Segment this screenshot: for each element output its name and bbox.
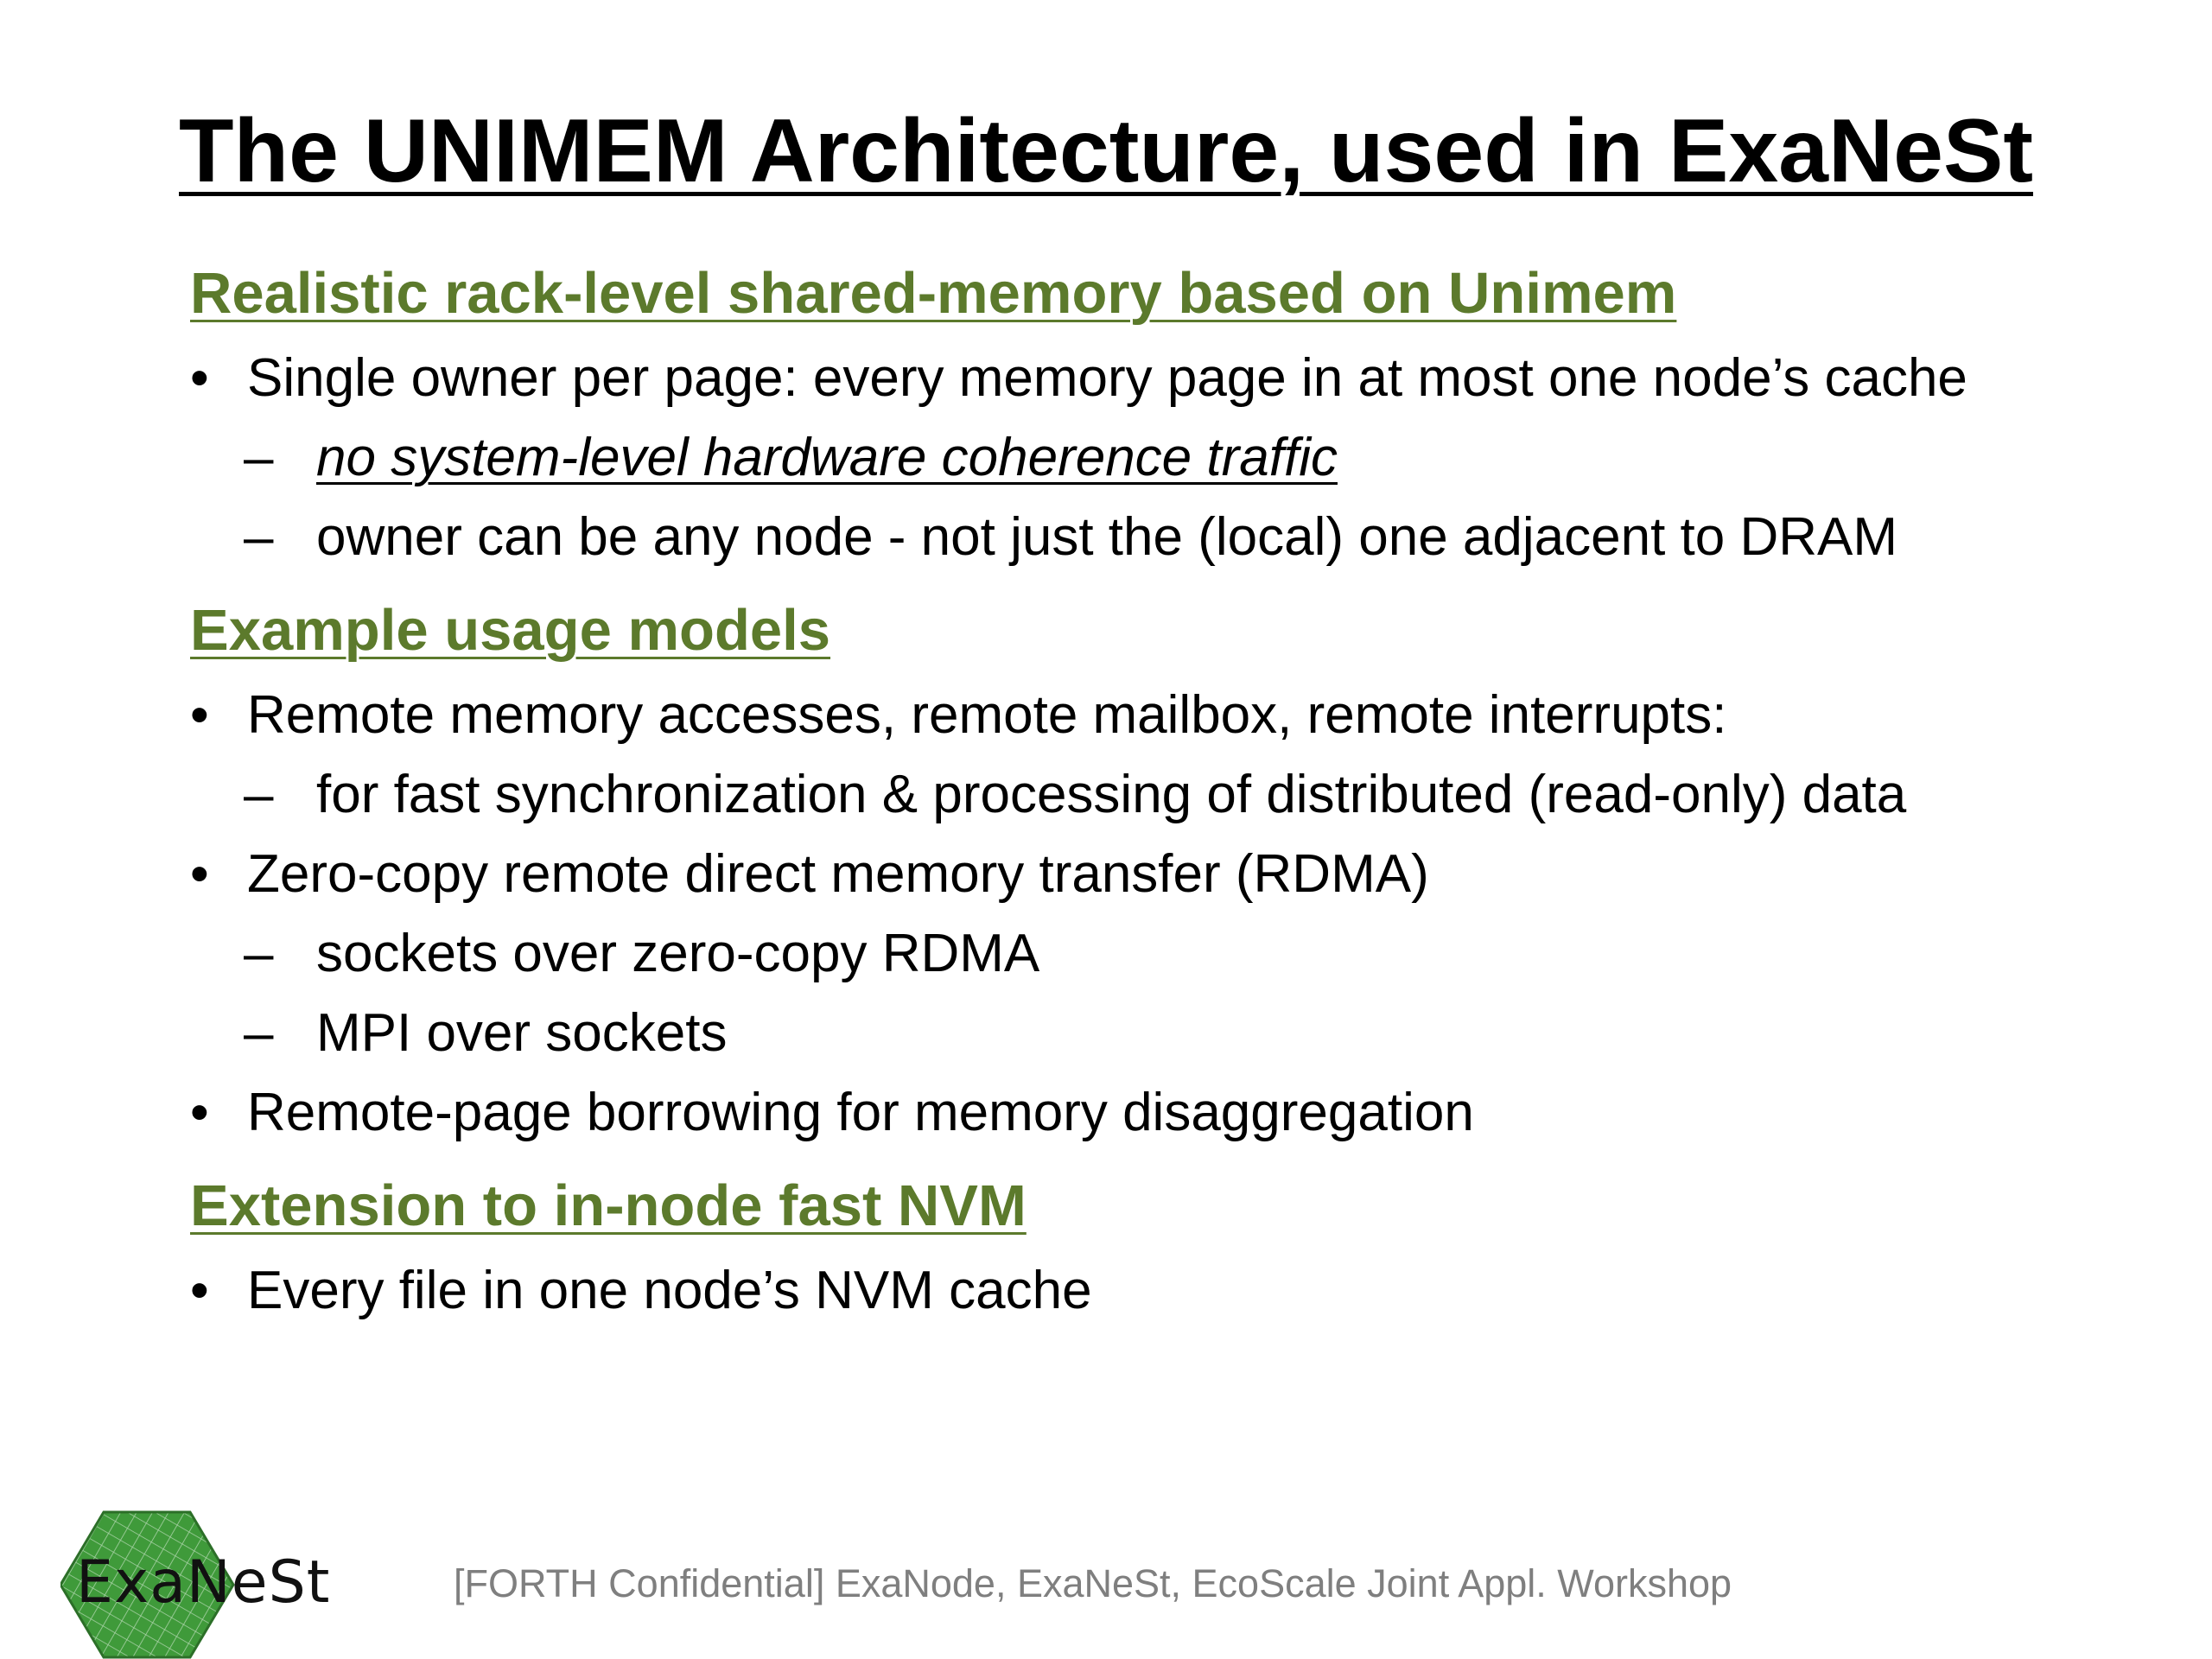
dash-marker: – <box>244 428 274 487</box>
bullet-marker: • <box>190 1083 209 1142</box>
sub-bullet-text: owner can be any node - not just the (local) one adjacent to DRAM <box>316 507 1898 567</box>
logo-wordmark: ExaNeSt <box>76 1548 331 1617</box>
dash-marker: – <box>244 924 274 983</box>
bullet-text: Remote-page borrowing for memory disaggregation <box>247 1083 1474 1142</box>
sub-bullet-item <box>190 498 2143 577</box>
sub-bullet-item <box>190 755 2143 835</box>
exanest-logo <box>60 1505 432 1659</box>
bullet-text: Remote memory accesses, remote mailbox, remote interrupts: <box>247 685 1727 745</box>
sub-bullet-text: MPI over sockets <box>316 1003 728 1063</box>
bullet-text: Every file in one node’s NVM cache <box>247 1261 1092 1320</box>
sub-bullet-text-emphasized: no system-level hardware coherence traffic <box>316 428 1338 487</box>
bullet-item <box>190 1251 2143 1331</box>
dash-marker: – <box>244 765 274 824</box>
sub-bullet-item <box>190 914 2143 994</box>
section-heading-nvm-extension: Extension to in-node fast NVM <box>190 1173 1027 1238</box>
dash-marker: – <box>244 1003 274 1063</box>
bullet-marker: • <box>190 348 209 408</box>
sub-bullet-text: for fast synchronization & processing of distributed (read-only) data <box>316 765 1907 824</box>
footer-caption: [FORTH Confidential] ExaNode, ExaNeSt, EcoScale Joint Appl. Workshop <box>454 1561 1732 1605</box>
section-heading-shared-memory: Realistic rack-level shared-memory based on Unimem <box>190 261 1677 326</box>
slide-title: The UNIMEM Architecture, used in ExaNeSt <box>179 101 2033 201</box>
dash-marker: – <box>244 507 274 567</box>
bullet-text: Single owner per page: every memory page in at most one node’s cache <box>247 348 1967 408</box>
bullet-item <box>190 676 2143 755</box>
bullet-item <box>190 1073 2143 1153</box>
section-heading-usage-models: Example usage models <box>190 598 831 663</box>
bullet-item <box>190 339 2143 418</box>
slide-content <box>190 259 2143 1331</box>
bullet-marker: • <box>190 1261 209 1320</box>
sub-bullet-item <box>190 994 2143 1073</box>
bullet-marker: • <box>190 844 209 904</box>
bullet-item <box>190 835 2143 914</box>
bullet-marker: • <box>190 685 209 745</box>
sub-bullet-item <box>190 418 2143 498</box>
bullet-text: Zero-copy remote direct memory transfer (RDMA) <box>247 844 1429 904</box>
sub-bullet-text: sockets over zero-copy RDMA <box>316 924 1040 983</box>
slide-footer <box>60 1505 2134 1643</box>
